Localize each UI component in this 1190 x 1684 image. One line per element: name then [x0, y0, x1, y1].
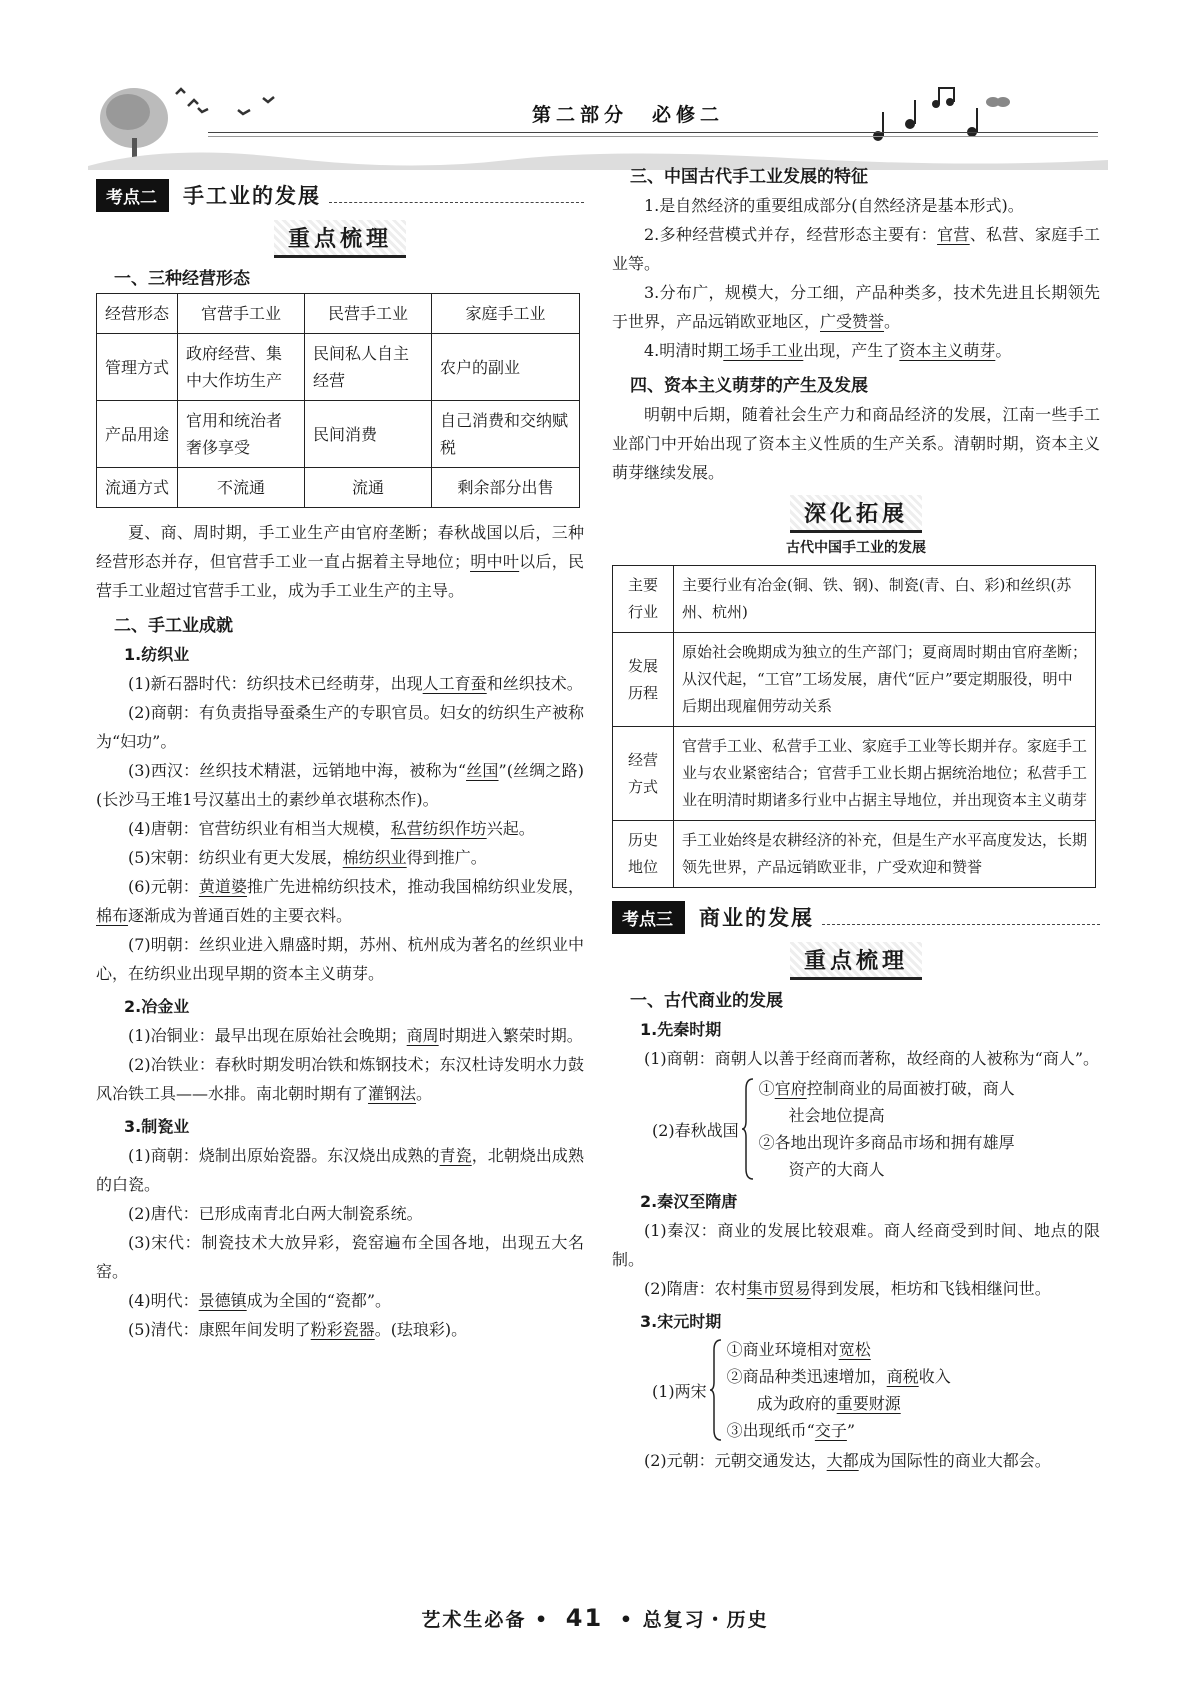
music-note-icon	[873, 88, 978, 141]
table-row	[97, 401, 580, 468]
footer-subject: 总复习・历史	[642, 1609, 769, 1631]
list-item: 资产的大商人	[788, 1160, 885, 1179]
commerce-item: (1)商朝：商朝人以善于经商而著称，故经商的人被称为“商人”。	[644, 1049, 1100, 1068]
table-cell: 官营手工业	[178, 294, 305, 334]
feature-item: 1.是自然经济的重要组成部分(自然经济是基本形式)。	[644, 196, 1024, 215]
page-footer	[0, 1604, 1190, 1632]
right-column	[612, 160, 1100, 1475]
table-caption: 古代中国手工业的发展	[786, 540, 926, 556]
porcelain-item: (4)明代：景德镇成为全国的“瓷都”。	[128, 1291, 392, 1310]
heading-features: 三、中国古代手工业发展的特征	[630, 167, 868, 187]
brace-list-spring-autumn	[652, 1075, 1100, 1183]
key-points-banner: 重点梳理	[612, 942, 1100, 980]
table-cell: 民间私人自主经营	[305, 334, 432, 401]
table-cell: 官营手工业、私营手工业、家庭手工业等长期并存。家庭手工业与农业紧密结合；官营手工业长期占据统治地位；私营手工业在明清时期诸多行业中占据主导地位，并出现资本主义萌芽	[674, 727, 1096, 821]
feature-item: 4.明清时期工场手工业出现，产生了资本主义萌芽。	[644, 341, 1012, 360]
textile-item: (4)唐朝：官营纺织业有相当大规模，私营纺织作坊兴起。	[128, 819, 535, 838]
business-modes-table	[96, 293, 580, 508]
table-cell: 发展历程	[613, 633, 674, 727]
brace-icon	[709, 1338, 723, 1442]
footer-dot: •	[535, 1609, 550, 1631]
table-header-row	[97, 294, 580, 334]
brace-label: (2)春秋战国	[652, 1120, 739, 1140]
table-cell: 家庭手工业	[432, 294, 580, 334]
section-rule	[329, 202, 584, 203]
table-cell: 经营形态	[97, 294, 178, 334]
section-header-3	[612, 900, 1100, 934]
table-cell: 主要行业	[613, 566, 674, 633]
metal-item: (2)冶铁业：春秋时期发明冶铁和炼钢技术；东汉杜诗发明水力鼓风冶铁工具——水排。南北朝时期有了灌钢法。	[96, 1055, 584, 1103]
table-cell: 民间消费	[305, 401, 432, 468]
metal-item: (1)冶铜业：最早出现在原始社会晚期；商周时期进入繁荣时期。	[128, 1026, 583, 1045]
table-row	[613, 821, 1096, 888]
heading-songyuan: 3.宋元时期	[640, 1312, 722, 1331]
page-header	[88, 74, 1108, 170]
table-row	[613, 727, 1096, 821]
heading-modes: 一、三种经营形态	[114, 269, 250, 289]
table-cell: 原始社会晚期成为独立的生产部门；夏商周时期由官府垄断；从汉代起，“工官”工场发展，唐代“匠户”要定期服役，明中后期出现雇佣劳动关系	[674, 633, 1096, 727]
table-row	[613, 633, 1096, 727]
table-cell: 自己消费和交纳赋税	[432, 401, 580, 468]
commerce-item: (2)元朝：元朝交通发达，大都成为国际性的商业大都会。	[644, 1451, 1051, 1470]
table-row	[97, 334, 580, 401]
table-cell: 政府经营、集中大作坊生产	[178, 334, 305, 401]
heading-textile: 1.纺织业	[124, 645, 190, 664]
table-cell: 主要行业有冶金(铜、铁、钢)、制瓷(青、白、彩)和丝织(苏州、杭州)	[674, 566, 1096, 633]
table-cell: 民营手工业	[305, 294, 432, 334]
section-badge: 考点二	[96, 179, 169, 212]
table-cell: 剩余部分出售	[432, 468, 580, 508]
list-item: ③出现纸币“交子”	[726, 1421, 856, 1440]
brace-icon	[741, 1077, 755, 1181]
section-title: 商业的发展	[699, 906, 814, 930]
table-cell: 流通方式	[97, 468, 178, 508]
porcelain-item: (3)宋代：制瓷技术大放异彩，瓷窑遍布全国各地，出现五大名窑。	[96, 1233, 584, 1281]
list-item: ②各地出现许多商品市场和拥有雄厚	[758, 1133, 1015, 1152]
table-cell: 流通	[305, 468, 432, 508]
heading-achievements: 二、手工业成就	[114, 616, 233, 636]
table-cell: 产品用途	[97, 401, 178, 468]
paragraph-modes: 夏、商、周时期，手工业生产由官府垄断；春秋战国以后，三种经营形态并存，但官营手工业一直占据着主导地位；明中叶以后，民营手工业超过官营手工业，成为手工业生产的主导。	[96, 523, 584, 600]
brace-items	[759, 1075, 1015, 1183]
feature-item: 2.多种经营模式并存，经营形态主要有：官营、私营、家庭手工业等。	[612, 225, 1100, 273]
table-cell: 不流通	[178, 468, 305, 508]
list-item: ①商业环境相对宽松	[726, 1340, 871, 1359]
capitalism-paragraph: 明朝中后期，随着社会生产力和商品经济的发展，江南一些手工业部门中开始出现了资本主义性质的生产关系。清朝时期，资本主义萌芽继续发展。	[612, 405, 1100, 482]
table-cell: 官用和统治者奢侈享受	[178, 401, 305, 468]
bird-icon	[176, 89, 274, 114]
brace-items	[727, 1336, 951, 1444]
header-rule	[208, 132, 1098, 133]
brace-label: (1)两宋	[652, 1381, 707, 1401]
heading-commerce: 一、古代商业的发展	[630, 991, 783, 1011]
list-item: 社会地位提高	[788, 1106, 885, 1125]
heading-capitalism: 四、资本主义萌芽的产生及发展	[630, 376, 868, 396]
footer-dot: •	[619, 1609, 634, 1631]
commerce-item: (1)秦汉：商业的发展比较艰难。商人经商受到时间、地点的限制。	[612, 1221, 1100, 1269]
textile-item: (3)西汉：丝织技术精湛，远销地中海，被称为“丝国”(丝绸之路)(长沙马王堆1号汉墓出土的素纱单衣堪称杰作)。	[96, 761, 584, 809]
page-number: 41	[565, 1604, 604, 1632]
table-cell: 管理方式	[97, 334, 178, 401]
section-header-2	[96, 178, 584, 212]
heading-porcelain: 3.制瓷业	[124, 1117, 190, 1136]
header-title: 第二部分 必修二	[531, 104, 724, 126]
butterfly-icon	[986, 97, 1010, 107]
table-cell: 手工业始终是农耕经济的补充，但是生产水平高度发达，长期领先世界，产品远销欧亚非，广受欢迎和赞誉	[674, 821, 1096, 888]
list-item: ②商品种类迅速增加，商税收入	[726, 1367, 951, 1386]
key-points-banner: 重点梳理	[96, 220, 584, 258]
porcelain-item: (5)清代：康熙年间发明了粉彩瓷器。(珐琅彩)。	[128, 1320, 468, 1339]
heading-preqin: 1.先秦时期	[640, 1020, 722, 1039]
textile-item: (5)宋朝：纺织业有更大发展，棉纺织业得到推广。	[128, 848, 487, 867]
left-column	[96, 178, 584, 1344]
textile-item: (1)新石器时代：纺织技术已经萌芽，出现人工育蚕和丝织技术。	[128, 674, 583, 693]
heading-metallurgy: 2.冶金业	[124, 997, 190, 1016]
textile-item: (6)元朝：黄道婆推广先进棉纺织技术，推动我国棉纺织业发展，棉布逐渐成为普通百姓的主要衣料。	[96, 877, 584, 925]
table-cell: 历史地位	[613, 821, 674, 888]
extension-banner: 深化拓展	[612, 495, 1100, 533]
header-rule-thin	[208, 136, 1098, 137]
section-badge: 考点三	[612, 901, 685, 934]
list-item: ①官府控制商业的局面被打破，商人	[758, 1079, 1015, 1098]
handicraft-development-table	[612, 565, 1096, 888]
table-cell: 经营方式	[613, 727, 674, 821]
feature-item: 3.分布广，规模大，分工细，产品种类多，技术先进且长期领先于世界，产品远销欧亚地区，广受赞誉。	[612, 283, 1100, 331]
section-rule	[822, 924, 1100, 925]
table-cell: 农户的副业	[432, 334, 580, 401]
tree-icon	[100, 88, 168, 160]
brace-list-song	[652, 1336, 1100, 1444]
porcelain-item: (2)唐代：已形成南青北白两大制瓷系统。	[128, 1204, 423, 1223]
porcelain-item: (1)商朝：烧制出原始瓷器。东汉烧出成熟的青瓷，北朝烧出成熟的白瓷。	[96, 1146, 584, 1194]
section-title: 手工业的发展	[183, 184, 321, 208]
list-item: 成为政府的重要财源	[756, 1394, 901, 1413]
textile-item: (7)明朝：丝织业进入鼎盛时期，苏州、杭州成为著名的丝织业中心，在纺织业出现早期的资本主义萌芽。	[96, 935, 584, 983]
heading-qinhan: 2.秦汉至隋唐	[640, 1192, 738, 1211]
textile-item: (2)商朝：有负责指导蚕桑生产的专职官员。妇女的纺织生产被称为“妇功”。	[96, 703, 584, 751]
table-row	[613, 566, 1096, 633]
table-row	[97, 468, 580, 508]
commerce-item: (2)隋唐：农村集市贸易得到发展，柜坊和飞钱相继问世。	[644, 1279, 1051, 1298]
footer-series: 艺术生必备	[421, 1609, 527, 1631]
